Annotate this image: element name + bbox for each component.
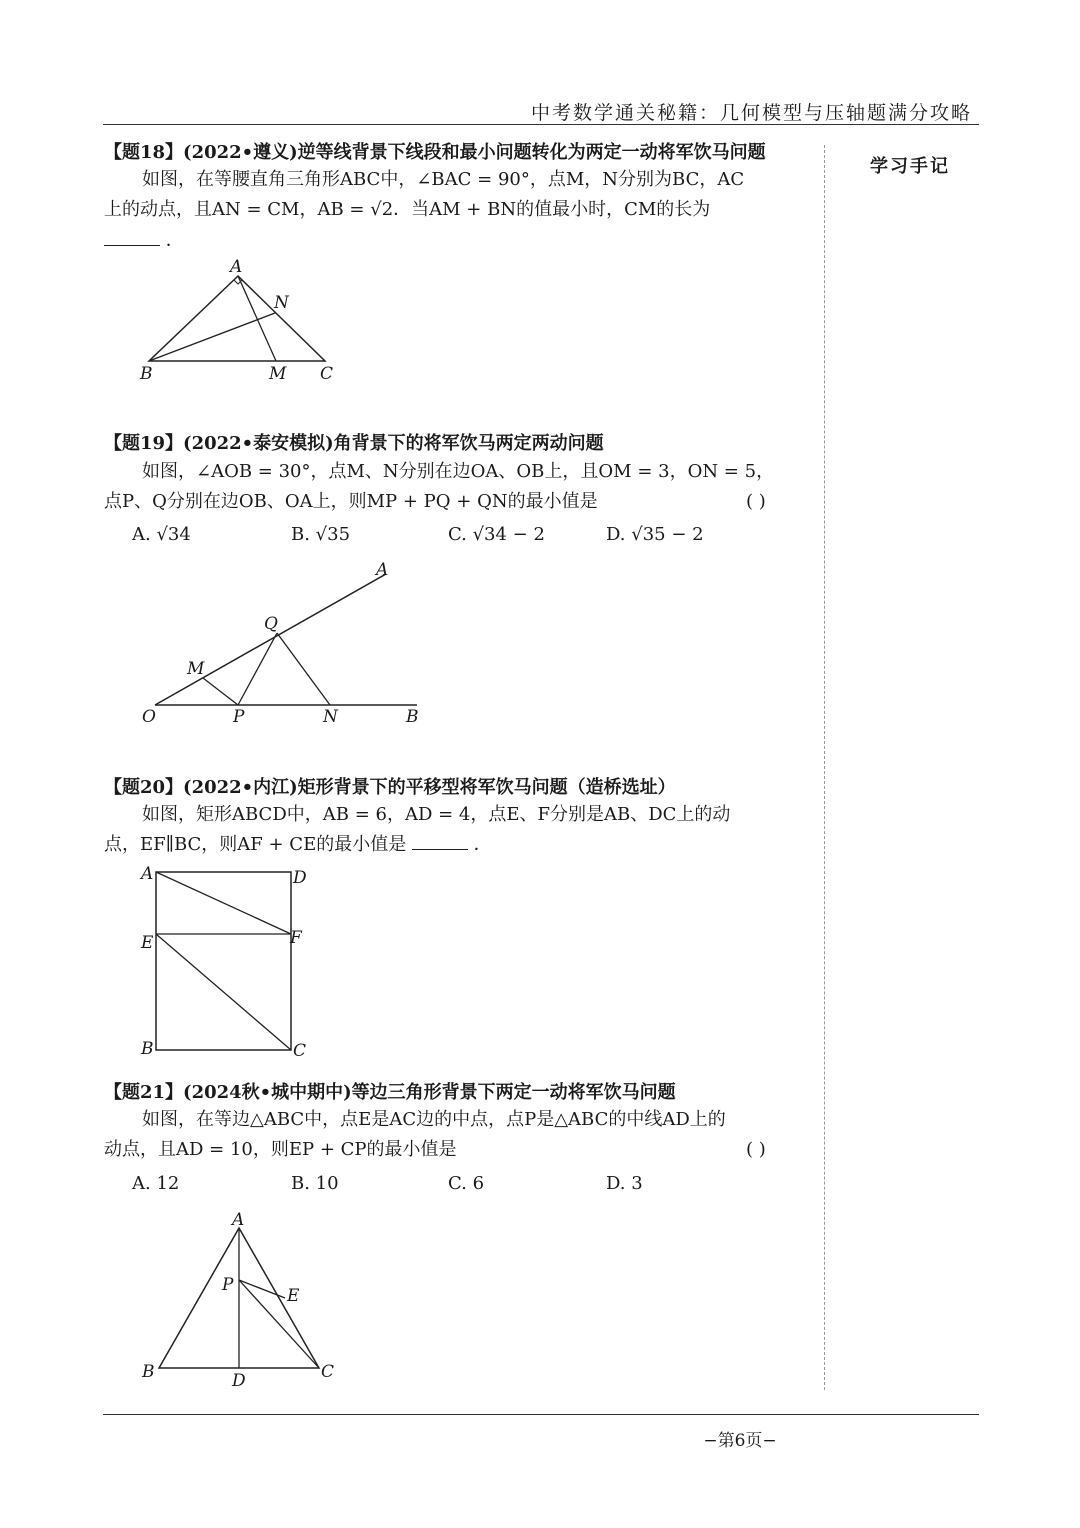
q18-answer-blank[interactable] <box>104 227 160 246</box>
q18-label-m: M <box>269 364 287 384</box>
q19-label-q: Q <box>264 614 278 634</box>
q19-figure <box>130 555 440 730</box>
q20-label-f: F <box>290 928 302 948</box>
q19-option-c[interactable]: C. √34 − 2 <box>448 524 545 545</box>
q21-label-c: C <box>321 1362 335 1382</box>
q19-text-line2: 点P、Q分别在边OB、OA上，则MP + PQ + QN的最小值是 <box>104 491 598 512</box>
q20-label-e: E <box>141 933 154 953</box>
q21-label-d: D <box>232 1371 246 1391</box>
q20-label-c: C <box>293 1041 307 1061</box>
q19-segment-pq <box>238 633 277 705</box>
q18-figure <box>130 255 360 390</box>
header-rule <box>103 124 979 125</box>
q18-label-n: N <box>274 293 289 313</box>
q19-ray-oa <box>155 574 386 705</box>
q19-text-line1: 如图，∠AOB = 30°，点M、N分别在边OA、OB上，且OM = 3，ON = 5， <box>142 461 775 482</box>
footer-rule <box>103 1414 979 1415</box>
q18-answer-line <box>104 226 184 256</box>
q19-answer-paren[interactable]: ( ) <box>746 491 766 512</box>
page-header-title: 中考数学通关秘籍：几何模型与压轴题满分攻略 <box>530 102 972 124</box>
q20-label-d: D <box>293 868 307 888</box>
q19-segment-qn <box>277 633 330 705</box>
q21-option-d[interactable]: D. 3 <box>606 1173 643 1194</box>
q18-triangle-abc <box>149 276 325 361</box>
q20-text-line2-prefix: 点，EF∥BC，则AF + CE的最小值是 <box>104 834 407 855</box>
q19-heading: 【题19】(2022•泰安模拟)角背景下的将军饮马两定两动问题 <box>104 433 604 454</box>
q19-option-d[interactable]: D. √35 − 2 <box>606 524 704 545</box>
q19-label-p: P <box>233 707 245 727</box>
q19-option-b[interactable]: B. √35 <box>291 524 351 545</box>
q18-label-b: B <box>140 364 153 384</box>
q21-text-line2: 动点，且AD = 10，则EP + CP的最小值是 <box>104 1139 457 1160</box>
q21-option-c[interactable]: C. 6 <box>448 1173 485 1194</box>
q21-option-b[interactable]: B. 10 <box>291 1173 339 1194</box>
q19-label-b: B <box>406 707 419 727</box>
q18-label-a: A <box>230 257 243 277</box>
q20-figure <box>135 860 325 1065</box>
q18-segment-bn <box>149 313 275 361</box>
q21-label-p: P <box>222 1275 234 1295</box>
q20-heading: 【题20】(2022•内江)矩形背景下的平移型将军饮马问题（造桥选址） <box>104 777 676 798</box>
q20-text-line2 <box>104 830 492 860</box>
page-number: −第6页− <box>703 1431 777 1451</box>
q21-segment-pc <box>239 1280 319 1368</box>
q21-label-e: E <box>287 1286 300 1306</box>
q20-segment-af <box>156 872 291 934</box>
sidebar-notes-title: 学习手记 <box>870 156 950 177</box>
q21-heading: 【题21】(2024秋•城中期中)等边三角形背景下两定一动将军饮马问题 <box>104 1082 676 1103</box>
q20-rectangle-abcd <box>156 872 291 1050</box>
q19-label-m: M <box>187 659 205 679</box>
q18-heading: 【题18】(2022•遵义)逆等线背景下线段和最小问题转化为两定一动将军饮马问题 <box>104 142 766 163</box>
q20-answer-blank[interactable] <box>412 831 468 850</box>
q21-figure <box>135 1205 350 1395</box>
q21-answer-paren[interactable]: ( ) <box>746 1139 766 1160</box>
q18-text-line2: 上的动点，且AN = CM，AB = √2．当AM + BN的值最小时，CM的长为 <box>104 199 711 220</box>
q19-label-n: N <box>323 707 338 727</box>
q21-text-line1: 如图，在等边△ABC中，点E是AC边的中点，点P是△ABC的中线AD上的 <box>142 1109 726 1130</box>
q19-label-a: A <box>376 560 389 580</box>
q21-option-a[interactable]: A. 12 <box>132 1173 180 1194</box>
q20-label-a: A <box>141 864 154 884</box>
q20-text-line1: 如图，矩形ABCD中，AB = 6，AD = 4，点E、F分别是AB、DC上的动 <box>142 804 731 825</box>
q18-label-c: C <box>320 364 334 384</box>
q18-text-line1: 如图，在等腰直角三角形ABC中，∠BAC = 90°，点M，N分别为BC，AC <box>142 169 745 190</box>
q18-answer-suffix: ． <box>165 230 184 251</box>
q20-text-line2-suffix: ． <box>473 834 492 855</box>
sidebar-divider <box>824 145 825 1390</box>
q21-segment-pe <box>239 1280 285 1298</box>
q19-label-o: O <box>142 707 156 727</box>
q21-label-a: A <box>232 1210 245 1230</box>
q18-segment-am <box>238 276 276 361</box>
q19-segment-mp <box>203 678 238 705</box>
q21-label-b: B <box>142 1362 155 1382</box>
q20-segment-ec <box>156 934 291 1050</box>
q19-option-a[interactable]: A. √34 <box>132 524 191 545</box>
q20-label-b: B <box>141 1039 154 1059</box>
